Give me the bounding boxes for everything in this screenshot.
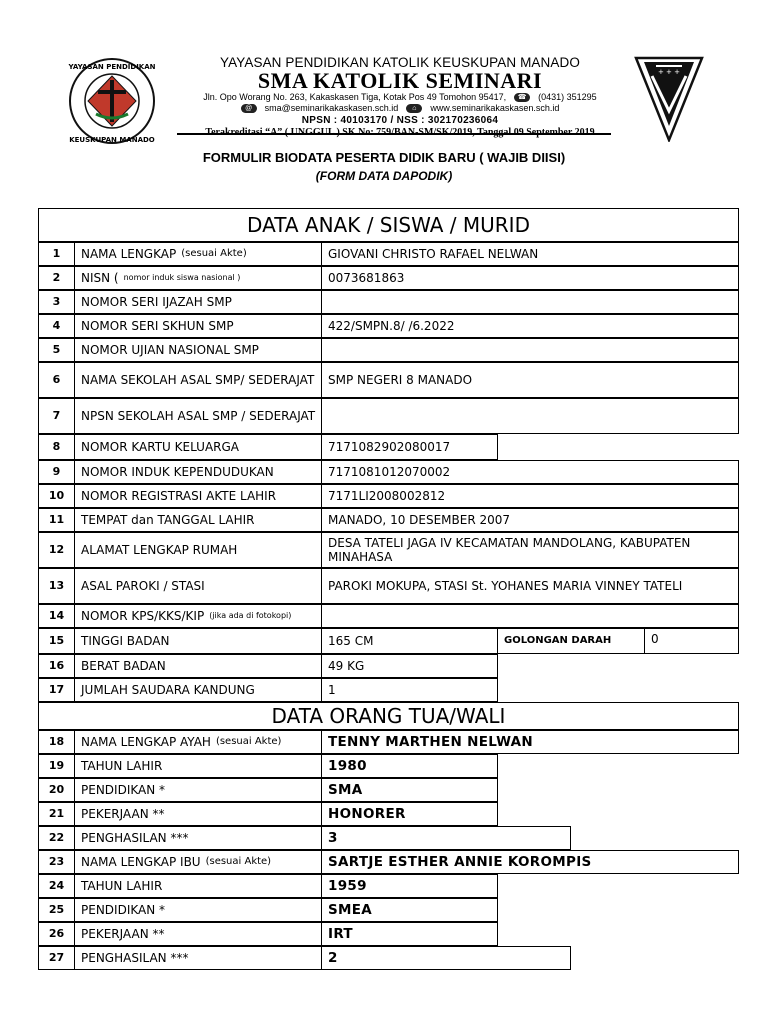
field-label	[74, 398, 322, 434]
field-value[interactable]	[321, 398, 739, 434]
field-label-text: TINGGI BADAN	[81, 634, 170, 648]
web-icon: ⌂	[406, 104, 422, 113]
field-value[interactable]	[321, 604, 739, 628]
field-label-text: BERAT BADAN	[81, 659, 166, 673]
field-label-text: PENDIDIKAN *	[81, 903, 166, 917]
field-label	[74, 898, 322, 922]
field-label-text: NAMA SEKOLAH ASAL SMP/ SEDERAJAT	[81, 373, 315, 387]
row-number: 18	[38, 730, 75, 754]
field-label-text: PENDIDIKAN *	[81, 783, 166, 797]
field-label-text: NAMA LENGKAP AYAH	[81, 735, 211, 749]
field-note: (sesuai Akte)	[205, 856, 272, 867]
field-label-text: TAHUN LAHIR	[81, 759, 163, 773]
field-value[interactable]: 1959	[321, 874, 498, 898]
row-number: 4	[38, 314, 75, 338]
row-number: 1	[38, 242, 75, 266]
address-line	[180, 92, 620, 103]
field-label	[74, 362, 322, 398]
field-value[interactable]: GIOVANI CHRISTO RAFAEL NELWAN	[321, 242, 739, 266]
field-label-text: NPSN SEKOLAH ASAL SMP / SEDERAJAT	[81, 409, 316, 423]
field-label	[74, 654, 322, 678]
field-value[interactable]: SMP NEGERI 8 MANADO	[321, 362, 739, 398]
field-label	[74, 628, 322, 654]
field-value[interactable]: MANADO, 10 DESEMBER 2007	[321, 508, 739, 532]
field-label	[74, 242, 322, 266]
field-label	[74, 484, 322, 508]
field-note: nomor induk siswa nasional )	[123, 273, 241, 282]
npsn-line: NPSN : 40103170 / NSS : 302170236064	[301, 115, 499, 126]
row-number: 23	[38, 850, 75, 874]
field-label-text: TAHUN LAHIR	[81, 879, 163, 893]
field-note: (sesuai Akte)	[215, 736, 282, 747]
field-label	[74, 850, 322, 874]
row-number: 27	[38, 946, 75, 970]
section-heading-parent: DATA ORANG TUA/WALI	[38, 702, 739, 730]
field-value[interactable]: 1	[321, 678, 498, 702]
field-value[interactable]: DESA TATELI JAGA IV KECAMATAN MANDOLANG, KABUPATEN MINAHASA	[321, 532, 739, 568]
row-number: 19	[38, 754, 75, 778]
field-value[interactable]: 165 CM	[321, 628, 498, 654]
address-text: Jln. Opo Worang No. 263, Kakaskasen Tiga, Kotak Pos 49 Tomohon 95417,	[203, 92, 507, 102]
field-label-text: NOMOR REGISTRASI AKTE LAHIR	[81, 489, 277, 503]
field-label	[74, 922, 322, 946]
blood-type-label: GOLONGAN DARAH	[497, 628, 645, 654]
field-label-text: NOMOR SERI SKHUN SMP	[81, 319, 234, 333]
field-label-text: PENGHASILAN ***	[81, 951, 189, 965]
field-value[interactable]: 0073681863	[321, 266, 739, 290]
field-value[interactable]: 2	[321, 946, 571, 970]
field-label-text: NOMOR SERI IJAZAH SMP	[81, 295, 232, 309]
row-number: 20	[38, 778, 75, 802]
letterhead-rule	[177, 133, 611, 135]
phone-text: (0431) 351295	[538, 92, 597, 102]
email-text[interactable]: sma@seminarikakaskasen.sch.id	[264, 103, 399, 113]
field-label-text: PENGHASILAN ***	[81, 831, 189, 845]
form-title: FORMULIR BIODATA PESERTA DIDIK BARU ( WAJIB DIISI)	[202, 150, 566, 165]
field-label	[74, 678, 322, 702]
field-note: (jika ada di fotokopi)	[209, 611, 292, 620]
row-number: 12	[38, 532, 75, 568]
row-number: 5	[38, 338, 75, 362]
field-label	[74, 604, 322, 628]
foundation-logo-icon	[66, 56, 158, 146]
letterhead	[0, 0, 768, 144]
row-number: 2	[38, 266, 75, 290]
email-icon: @	[241, 104, 257, 113]
contact-line	[180, 103, 620, 114]
field-label-text: NAMA LENGKAP	[81, 247, 177, 261]
field-label	[74, 266, 322, 290]
field-label-text: PEKERJAAN **	[81, 807, 165, 821]
row-number: 21	[38, 802, 75, 826]
field-label	[74, 568, 322, 604]
svg-text:KEUSKUPAN MANADO: KEUSKUPAN MANADO	[69, 136, 155, 144]
field-value[interactable]: 7171LI2008002812	[321, 484, 739, 508]
field-label-text: NOMOR KPS/KKS/KIP	[81, 609, 205, 623]
field-value[interactable]: 3	[321, 826, 571, 850]
row-number: 14	[38, 604, 75, 628]
row-number: 17	[38, 678, 75, 702]
row-number: 16	[38, 654, 75, 678]
phone-icon: ☎	[514, 93, 530, 102]
field-label	[74, 338, 322, 362]
field-value[interactable]: PAROKI MOKUPA, STASI St. YOHANES MARIA VINNEY TATELI	[321, 568, 739, 604]
field-label	[74, 754, 322, 778]
field-value[interactable]: HONORER	[321, 802, 498, 826]
row-number: 10	[38, 484, 75, 508]
field-label	[74, 802, 322, 826]
row-number: 9	[38, 460, 75, 484]
field-label	[74, 314, 322, 338]
form-subtitle: (FORM DATA DAPODIK)	[315, 169, 453, 183]
field-label-text: NAMA LENGKAP IBU	[81, 855, 201, 869]
row-number: 3	[38, 290, 75, 314]
field-value[interactable]	[321, 338, 739, 362]
field-label-text: ASAL PAROKI / STASI	[81, 579, 205, 593]
row-number: 11	[38, 508, 75, 532]
row-number: 13	[38, 568, 75, 604]
row-number: 7	[38, 398, 75, 434]
website-text[interactable]: www.seminarikakaskasen.sch.id	[430, 103, 560, 113]
school-name: SMA KATOLIK SEMINARI	[257, 68, 543, 93]
field-label	[74, 532, 322, 568]
field-label-text: TEMPAT dan TANGGAL LAHIR	[81, 513, 255, 527]
letterhead-text	[180, 55, 620, 139]
field-value[interactable]: SMA	[321, 778, 498, 802]
row-number: 8	[38, 434, 75, 460]
foundation-name: YAYASAN PENDIDIKAN KATOLIK KEUSKUPAN MANADO	[220, 55, 580, 70]
field-label	[74, 730, 322, 754]
field-value[interactable]: TENNY MARTHEN NELWAN	[321, 730, 739, 754]
field-label-text: NISN (	[81, 271, 119, 285]
field-label-text: ALAMAT LENGKAP RUMAH	[81, 543, 238, 557]
field-label-text: NOMOR KARTU KELUARGA	[81, 440, 240, 454]
field-note: (sesuai Akte)	[181, 248, 247, 259]
svg-text:YAYASAN PENDIDIKAN: YAYASAN PENDIDIKAN	[68, 63, 156, 71]
seminary-shield-icon	[634, 56, 704, 142]
field-value[interactable]: 7171082902080017	[321, 434, 498, 460]
field-value[interactable]	[321, 290, 739, 314]
field-label	[74, 946, 322, 970]
field-label	[74, 290, 322, 314]
field-label-text: PEKERJAAN **	[81, 927, 165, 941]
field-value[interactable]: 422/SMPN.8/ /6.2022	[321, 314, 739, 338]
field-label	[74, 778, 322, 802]
field-value[interactable]: SMEA	[321, 898, 498, 922]
blood-type-value[interactable]: 0	[644, 628, 739, 654]
field-label	[74, 874, 322, 898]
row-number: 15	[38, 628, 75, 654]
field-label-text: JUMLAH SAUDARA KANDUNG	[81, 683, 255, 697]
field-label	[74, 434, 322, 460]
field-label	[74, 460, 322, 484]
svg-text:+ + +: + + +	[657, 68, 681, 76]
field-label-text: NOMOR INDUK KEPENDUDUKAN	[81, 465, 274, 479]
field-value[interactable]: 7171081012070002	[321, 460, 739, 484]
row-number: 22	[38, 826, 75, 850]
field-value[interactable]: SARTJE ESTHER ANNIE KOROMPIS	[321, 850, 739, 874]
field-value[interactable]: IRT	[321, 922, 498, 946]
field-value[interactable]: 49 KG	[321, 654, 498, 678]
field-value[interactable]: 1980	[321, 754, 498, 778]
field-label	[74, 826, 322, 850]
row-number: 25	[38, 898, 75, 922]
row-number: 26	[38, 922, 75, 946]
field-label	[74, 508, 322, 532]
field-label-text: NOMOR UJIAN NASIONAL SMP	[81, 343, 259, 357]
row-number: 6	[38, 362, 75, 398]
row-number: 24	[38, 874, 75, 898]
section-heading-student: DATA ANAK / SISWA / MURID	[38, 208, 739, 242]
